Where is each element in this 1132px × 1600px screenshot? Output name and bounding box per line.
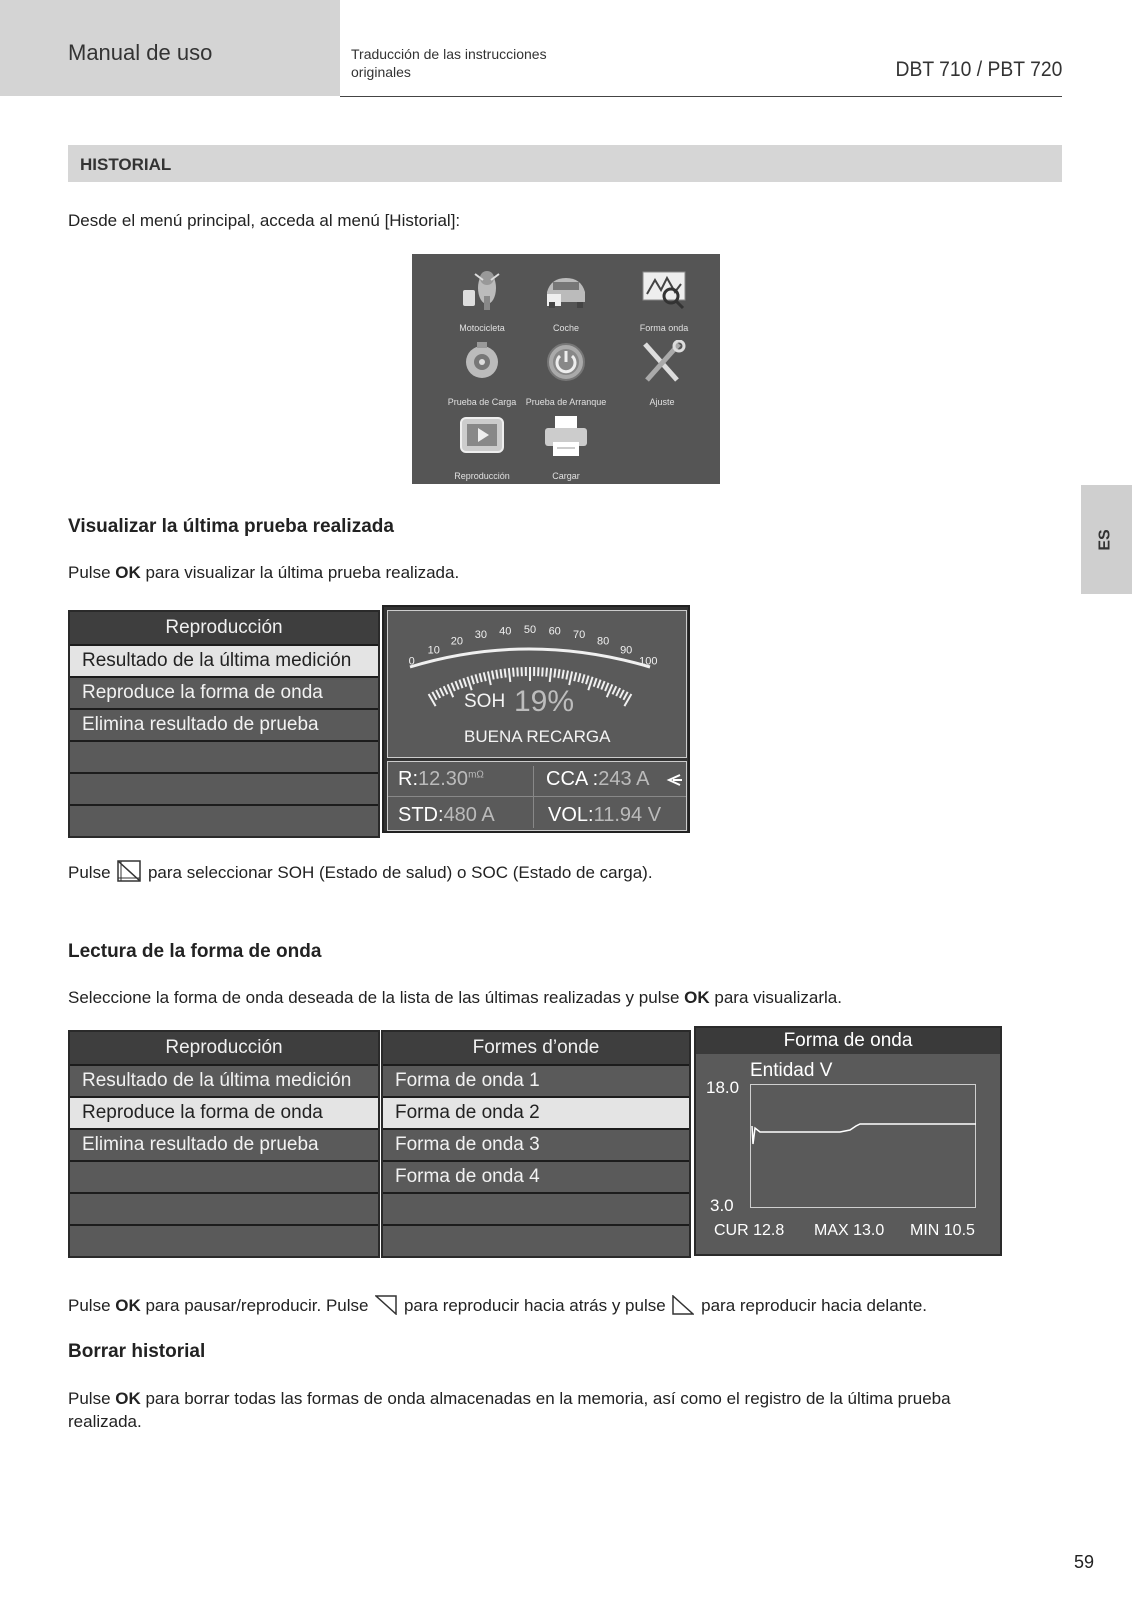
waveform-min: MIN 10.5 — [910, 1222, 975, 1239]
page-number: 59 — [1073, 1552, 1094, 1572]
gauge-tick — [452, 683, 455, 691]
playback-menu-empty-row — [70, 1160, 378, 1192]
gauge-scale-label: 0 — [408, 655, 415, 668]
waveform-list-item[interactable]: Forma de onda 2 — [383, 1096, 689, 1128]
playback-menu-item[interactable]: Elimina resultado de prueba — [70, 1128, 378, 1160]
waveform-series-label: Entidad V — [750, 1060, 833, 1081]
soh-label: SOH — [464, 691, 506, 712]
waveform-list-item[interactable]: Forma de onda 3 — [383, 1128, 689, 1160]
gauge-tick — [517, 667, 518, 676]
gauge-tick — [509, 668, 511, 682]
playback-menu-panel-2 — [68, 1030, 380, 1258]
soh-gauge — [387, 610, 687, 758]
menu-item-label: Cargar — [552, 471, 580, 481]
gauge-tick — [496, 670, 498, 679]
playback-menu-item[interactable]: Resultado de la última medición — [70, 644, 378, 676]
gauge-tick — [459, 680, 462, 689]
cca-reading: CCA :243 A — [546, 768, 650, 790]
film-icon — [457, 414, 507, 460]
gauge-tick — [562, 670, 564, 679]
gauge-tick — [488, 671, 491, 685]
menu-item-crank-test[interactable] — [516, 340, 616, 407]
gauge-tick — [554, 669, 555, 678]
waveform-list-title: Formes d’onde — [383, 1032, 689, 1064]
waveform-list-item[interactable]: Forma de onda 4 — [383, 1160, 689, 1192]
waveform-list-empty-row — [383, 1224, 689, 1256]
gauge-tick — [578, 673, 580, 682]
gauge-tick — [586, 676, 589, 685]
last-test-heading: Visualizar la última prueba realizada — [68, 516, 394, 537]
menu-item-label: Forma onda — [639, 323, 689, 333]
gauge-tick — [574, 672, 576, 681]
gauge-tick — [513, 668, 514, 677]
gauge-tick — [598, 680, 601, 689]
playback-menu-empty-row — [70, 1224, 378, 1256]
gauge-tick — [463, 678, 466, 687]
gauge-tick — [566, 671, 568, 680]
gauge-scale-label: 50 — [523, 624, 537, 636]
gauge-tick — [480, 673, 482, 682]
gauge-tick — [550, 668, 552, 682]
oscilloscope-icon — [639, 266, 689, 312]
gauge-tick — [444, 686, 448, 694]
gauge-tick — [623, 692, 627, 700]
header-subtitle-line1: Traducción de las instrucciones — [351, 46, 547, 62]
gauge-tick — [505, 669, 506, 678]
section-title: HISTORIAL — [80, 155, 172, 174]
gauge-tick — [558, 669, 559, 678]
playback-menu-title: Reproducción — [70, 1032, 378, 1064]
gauge-scale-label: 90 — [620, 644, 633, 657]
menu-item-label: Prueba de Arranque — [525, 397, 607, 407]
gauge-tick — [471, 676, 474, 685]
menu-item-label: Motocicleta — [459, 323, 505, 333]
menu-item-label: Ajuste — [649, 397, 675, 407]
gauge-tick — [582, 674, 584, 683]
header-model: DBT 710 / PBT 720 — [895, 58, 1062, 81]
playback-menu-item[interactable]: Reproduce la forma de onda — [70, 1096, 378, 1128]
menu-item-waveform[interactable] — [614, 266, 714, 333]
playback-menu-empty-row — [70, 740, 378, 772]
waveform-view-title: Forma de onda — [696, 1028, 1000, 1054]
playback-menu-empty-row — [70, 772, 378, 804]
test-result-panel — [382, 605, 690, 833]
delete-text-line2: realizada. — [68, 1412, 142, 1431]
intro-text: Desde el menú principal, acceda al menú [Historial]: — [68, 211, 461, 230]
readings-divider — [388, 796, 686, 797]
waveform-plot — [750, 1084, 976, 1208]
playback-menu-item[interactable]: Elimina resultado de prueba — [70, 708, 378, 740]
arrow-left-icon — [664, 772, 682, 788]
playback-menu-item[interactable]: Resultado de la última medición — [70, 1064, 378, 1096]
soh-value: 19% — [514, 685, 575, 718]
forward-key-icon — [672, 1295, 694, 1315]
waveform-y-max: 18.0 — [706, 1078, 740, 1097]
gauge-scale-label: 80 — [596, 635, 610, 648]
gauge-tick — [476, 674, 478, 683]
gauge-scale-label: 40 — [499, 625, 512, 638]
gauge-tick — [594, 678, 597, 687]
menu-item-label: Reproducción — [454, 471, 510, 481]
power-icon — [541, 340, 591, 386]
header-title: Manual de uso — [68, 40, 213, 65]
gauge-tick — [613, 686, 617, 694]
gauge-tick — [492, 671, 494, 680]
menu-item-settings[interactable] — [612, 340, 712, 407]
toggle-key-icon — [117, 860, 141, 882]
alternator-icon — [457, 340, 507, 386]
menu-item-print[interactable] — [516, 414, 616, 481]
pause-note: Pulse OK para pausar/reproducir. Pulse para reproducir hacia atrás y pulse para reproducir hacia delante. — [68, 1296, 928, 1315]
menu-item-label: Prueba de Carga — [447, 397, 517, 407]
rewind-key-icon — [375, 1295, 397, 1315]
waveform-cur: CUR 12.8 — [714, 1222, 785, 1239]
menu-item-car[interactable] — [516, 266, 616, 333]
tools-icon — [637, 340, 687, 386]
gauge-scale-label: 100 — [639, 655, 658, 668]
gauge-tick — [588, 677, 592, 690]
gauge-tick — [616, 688, 620, 696]
language-tab-label: ES — [1096, 529, 1114, 551]
gauge-scale-label: 30 — [474, 629, 488, 642]
readings-divider — [533, 766, 534, 828]
header-subtitle-line2: originales — [351, 64, 411, 80]
gauge-scale-label: 10 — [427, 644, 440, 657]
language-tab — [1081, 485, 1132, 594]
menu-item-label: Coche — [552, 323, 579, 333]
car-icon — [541, 266, 591, 312]
playback-menu-empty-row — [70, 1192, 378, 1224]
gauge-tick — [620, 690, 624, 698]
section-bar — [68, 145, 1062, 182]
gauge-tick — [436, 690, 440, 698]
waveform-heading: Lectura de la forma de onda — [68, 941, 322, 962]
resistance-reading: $R:12.30^{m\Omega}$ — [398, 768, 484, 790]
playback-menu-empty-row — [70, 804, 378, 836]
waveform-max: MAX 13.0 — [814, 1222, 885, 1239]
playback-menu-title: Reproducción — [70, 612, 378, 644]
gauge-tick — [605, 683, 608, 691]
gauge-tick — [455, 681, 458, 689]
main-menu-screenshot — [412, 254, 720, 484]
delete-text-line1: Pulse OK para borrar todas las formas de onda almacenadas en la memoria, así como el registro de la última prueba — [68, 1389, 951, 1408]
voltage-reading: VOL:11.94 V — [548, 804, 662, 826]
waveform-list-empty-row — [383, 1192, 689, 1224]
gauge-tick — [500, 669, 501, 678]
waveform-view-panel — [694, 1026, 1002, 1256]
gauge-tick — [569, 671, 572, 685]
waveform-text: Seleccione la forma de onda deseada de la lista de las últimas realizadas y pulse OK para visualizarla. — [68, 988, 842, 1007]
header-subtitle — [351, 45, 591, 81]
gauge-tick — [484, 672, 486, 681]
gauge-tick — [546, 668, 547, 677]
gauge-scale-label: 20 — [450, 635, 464, 648]
printer-icon — [541, 414, 591, 460]
readings-box — [387, 761, 687, 831]
gauge-tick — [542, 667, 543, 676]
motorcycle-icon — [457, 266, 507, 312]
delete-heading: Borrar historial — [68, 1341, 206, 1362]
select-note: Pulse para seleccionar SOH (Estado de salud) o SOC (Estado de carga). — [68, 860, 653, 883]
playback-menu-item[interactable]: Reproduce la forma de onda — [70, 676, 378, 708]
header-rule — [340, 96, 1062, 97]
std-reading: STD:480 A — [398, 804, 495, 826]
gauge-scale-label: 70 — [572, 629, 586, 642]
gauge-tick — [432, 692, 436, 700]
battery-status: BUENA RECARGA — [464, 727, 611, 746]
waveform-list-item[interactable]: Forma de onda 1 — [383, 1064, 689, 1096]
waveform-list-panel — [381, 1030, 691, 1258]
last-test-text: Pulse OK para visualizar la última prueba realizada. — [68, 563, 460, 582]
gauge-tick — [601, 681, 604, 689]
waveform-y-min: 3.0 — [710, 1196, 734, 1215]
gauge-scale-label: 60 — [548, 625, 561, 638]
gauge-tick — [467, 677, 471, 690]
gauge-tick — [440, 688, 444, 696]
playback-menu-panel — [68, 610, 380, 838]
